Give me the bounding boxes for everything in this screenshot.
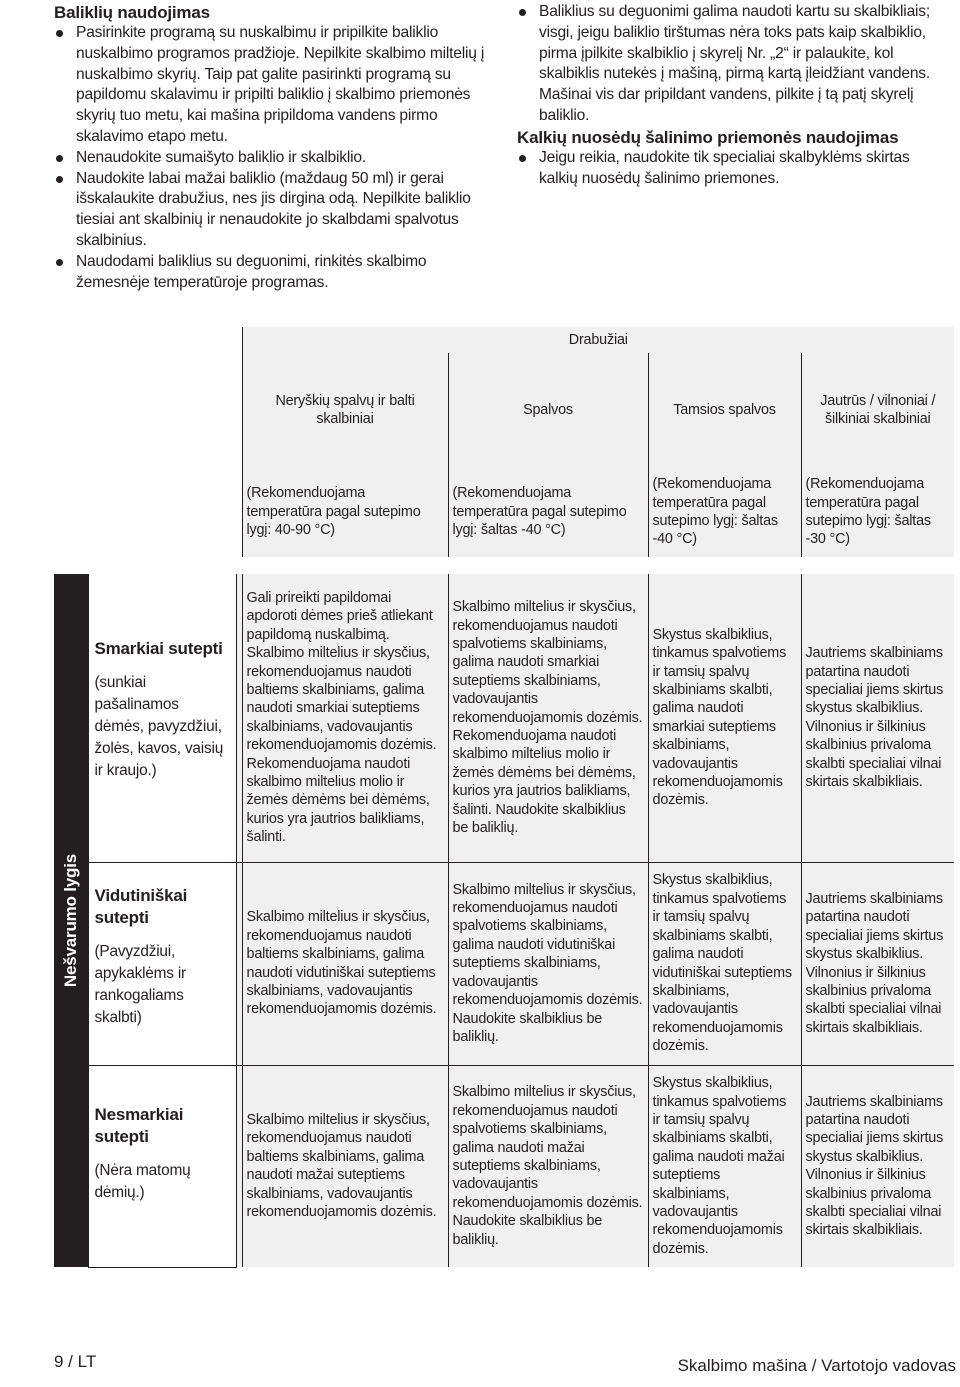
- cell-medium-whites: Skalbimo miltelius ir skysčius, rekomenduojamus naudoti baltiems skalbiniams, galima naudoti vidutiniškai suteptiems skalbiniams, vadovaujantis rekomenduojamomis dozėmis.: [242, 862, 448, 1065]
- oxygen-bleach-bullet-list: [517, 2, 952, 127]
- cell-heavy-colors: Skalbimo miltelius ir skysčius, rekomenduojamus naudoti spalvotiems skalbiniams, galima naudoti smarkiai suteptiems skalbiniams, vadovaujantis rekomenduojamomis dozėmis. Rekomenduojama naudoti skalbimo miltelius molio ir žemės dėmėms bei dėmėms, kurios yra jautrios balikliams, šalinti. Naudokite skalbiklius be baliklių.: [448, 574, 648, 862]
- cell-light-delicates: Jautriems skalbiniams patartina naudoti specialiai jiems skirtus skystus skalbiklius. Vilnonius ir šilkinius skalbinius privaloma skalbti specialiai vilnai skirtais skalbikliais.: [801, 1065, 954, 1267]
- cell-heavy-delicates: Jautriems skalbiniams patartina naudoti specialiai jiems skirtus skystus skalbiklius. Vilnonius ir šilkinius skalbinius privaloma skalbti specialiai vilnai skirtais skalbikliais.: [801, 574, 954, 862]
- cell-light-whites: Skalbimo miltelius ir skysčius, rekomenduojamus naudoti baltiems skalbiniams, galima naudoti mažai suteptiems skalbiniams, vadovaujantis rekomenduojamomis dozėmis.: [242, 1065, 448, 1267]
- table-row: [54, 862, 954, 1065]
- column-temp-row: [54, 467, 954, 557]
- row-label-light: [88, 1065, 236, 1267]
- column-title-row: [54, 353, 954, 467]
- col-temp-colors: (Rekomenduojama temperatūra pagal sutepimo lygį: šaltas -40 °C): [448, 467, 648, 557]
- cell-medium-colors: Skalbimo miltelius ir skysčius, rekomenduojamus naudoti spalvotiems skalbiniams, galima naudoti vidutiniškai suteptiems skalbiniams, vadovaujantis rekomenduojamomis dozėmis. Naudokite skalbiklius be baliklių.: [448, 862, 648, 1065]
- col-temp-whites: (Rekomenduojama temperatūra pagal sutepimo lygį: 40-90 °C): [242, 467, 448, 557]
- manual-title: Skalbimo mašina / Vartotojo vadovas: [677, 1356, 956, 1375]
- cell-light-colors: Skalbimo miltelius ir skysčius, rekomenduojamus naudoti spalvotiems skalbiniams, galima naudoti mažai suteptiems skalbiniams, vadovaujantis rekomenduojamomis dozėmis. Naudokite skalbiklius be baliklių.: [448, 1065, 648, 1267]
- row-label-medium: [88, 862, 236, 1065]
- cell-medium-delicates: Jautriems skalbiniams patartina naudoti specialiai jiems skirtus skystus skalbiklius. Vilnonius ir šilkinius skalbinius privaloma skalbti specialiai vilnai skirtais skalbikliais.: [801, 862, 954, 1065]
- col-title-whites: Neryškių spalvų ir balti skalbiniai: [242, 353, 448, 467]
- oxygen-bleach-bullet: Baliklius su deguonimi galima naudoti kartu su skalbikliais; visgi, jeigu baliklio tirštumas nėra toks pats kaip skalbiklio, pirma įpilkite skalbiklio į skyrelį Nr. „2“ ir palaukite, kol skalbiklis nutekės į mašiną, pirmą kartą įleidžiant vandens. Mašinai vis dar pripildant vandens, pilkite į tą patį skyrelį baliklio.: [517, 2, 952, 127]
- bleach-bullet-3: Naudokite labai mažai baliklio (maždaug 50 ml) ir gerai išskalaukite drabužius, nes jis dirgina odą. Nepilkite baliklio tiesiai ant skalbinių ir nenaudokite jo skalbdami spalvotus skalbinius.: [54, 169, 490, 252]
- col-temp-darks: (Rekomenduojama temperatūra pagal sutepimo lygį: šaltas -40 °C): [648, 467, 801, 557]
- row-desc-medium: (Pavyzdžiui, apykaklėms ir rankogaliams skalbti): [94, 942, 186, 1026]
- soil-level-label: Nešvarumo lygis: [60, 853, 80, 988]
- page-number: 9 / LT: [54, 1352, 97, 1371]
- row-title-light: Nesmarkiai sutepti: [94, 1104, 184, 1146]
- row-title-medium: Vidutiniškai sutepti: [94, 885, 188, 927]
- row-label-heavy: [88, 574, 236, 862]
- row-desc-light: (Nėra matomų dėmių.): [94, 1161, 191, 1201]
- descaler-bullet: Jeigu reikia, naudokite tik specialiai skalbyklėms skirtas kalkių nuosėdų šalinimo priemones.: [517, 148, 952, 190]
- col-title-colors: Spalvos: [448, 353, 648, 467]
- bleach-bullet-list: [54, 23, 490, 293]
- detergent-table: [54, 327, 954, 1268]
- cell-medium-darks: Skystus skalbiklius, tinkamus spalvotiems ir tamsių spalvų skalbiniams skalbti, galima naudoti vidutiniškai suteptiems skalbiniams, vadovaujantis rekomenduojamomis dozėmis.: [648, 862, 801, 1065]
- bleach-bullet-4: Naudodami baliklius su deguonimi, rinkitės skalbimo žemesnėje temperatūroje programas.: [54, 252, 490, 294]
- descaler-bullet-list: [517, 148, 952, 190]
- bleach-bullet-2: Nenaudokite sumaišyto baliklio ir skalbiklio.: [54, 148, 490, 169]
- descaler-section-title: Kalkių nuosėdų šalinimo priemonės naudojimas: [517, 127, 899, 147]
- left-column: [54, 2, 490, 293]
- table-row: [54, 574, 954, 862]
- cell-heavy-darks: Skystus skalbiklius, tinkamus spalvotiems ir tamsių spalvų skalbiniams skalbti, galima naudoti smarkiai suteptiems skalbiniams, vadovaujantis rekomenduojamomis dozėmis.: [648, 574, 801, 862]
- group-header-row: [54, 327, 954, 353]
- bleach-section-title: Baliklių naudojimas: [54, 3, 210, 22]
- right-column: [517, 2, 952, 189]
- cell-light-darks: Skystus skalbiklius, tinkamus spalvotiems ir tamsių spalvų skalbiniams skalbti, galima naudoti mažai suteptiems skalbiniams, vadovaujantis rekomenduojamomis dozėmis.: [648, 1065, 801, 1267]
- bleach-bullet-1: Pasirinkite programą su nuskalbimu ir pripilkite baliklio nuskalbimo programos pradžioje. Nepilkite skalbimo miltelių į nuskalbimo skyrių. Taip pat galite pasirinkti programą su papildomu skalavimu ir pripilti baliklio į skalbimo priemonės skyrių tuo metu, kai mašina pripildoma vandens pirmo skalavimo etapo metu.: [54, 23, 490, 148]
- group-header-clothes: Drabužiai: [242, 327, 954, 353]
- soil-level-band: [54, 574, 88, 1267]
- cell-heavy-whites: Gali prireikti papildomai apdoroti dėmes prieš atliekant papildomą nuskalbimą. Skalbimo miltelius ir skysčius, rekomenduojamus naudoti baltiems skalbiniams, galima naudoti smarkiai suteptiems skalbiniams, vadovaujantis rekomenduojamomis dozėmis. Rekomenduojama naudoti skalbimo miltelius molio ir žemės dėmėms bei dėmėms, kurios yra jautrios balikliams, šalinti.: [242, 574, 448, 862]
- col-temp-delicates: (Rekomenduojama temperatūra pagal sutepimo lygį: šaltas -30 °C): [801, 467, 954, 557]
- table-row: [54, 1065, 954, 1267]
- row-desc-heavy: (sunkiai pašalinamos dėmės, pavyzdžiui, žolės, kavos, vaisių ir kraujo.): [94, 674, 224, 779]
- col-title-delicates: Jautrūs / vilnoniai / šilkiniai skalbiniai: [801, 353, 954, 467]
- row-title-heavy: Smarkiai sutepti: [94, 639, 223, 658]
- col-title-darks: Tamsios spalvos: [648, 353, 801, 467]
